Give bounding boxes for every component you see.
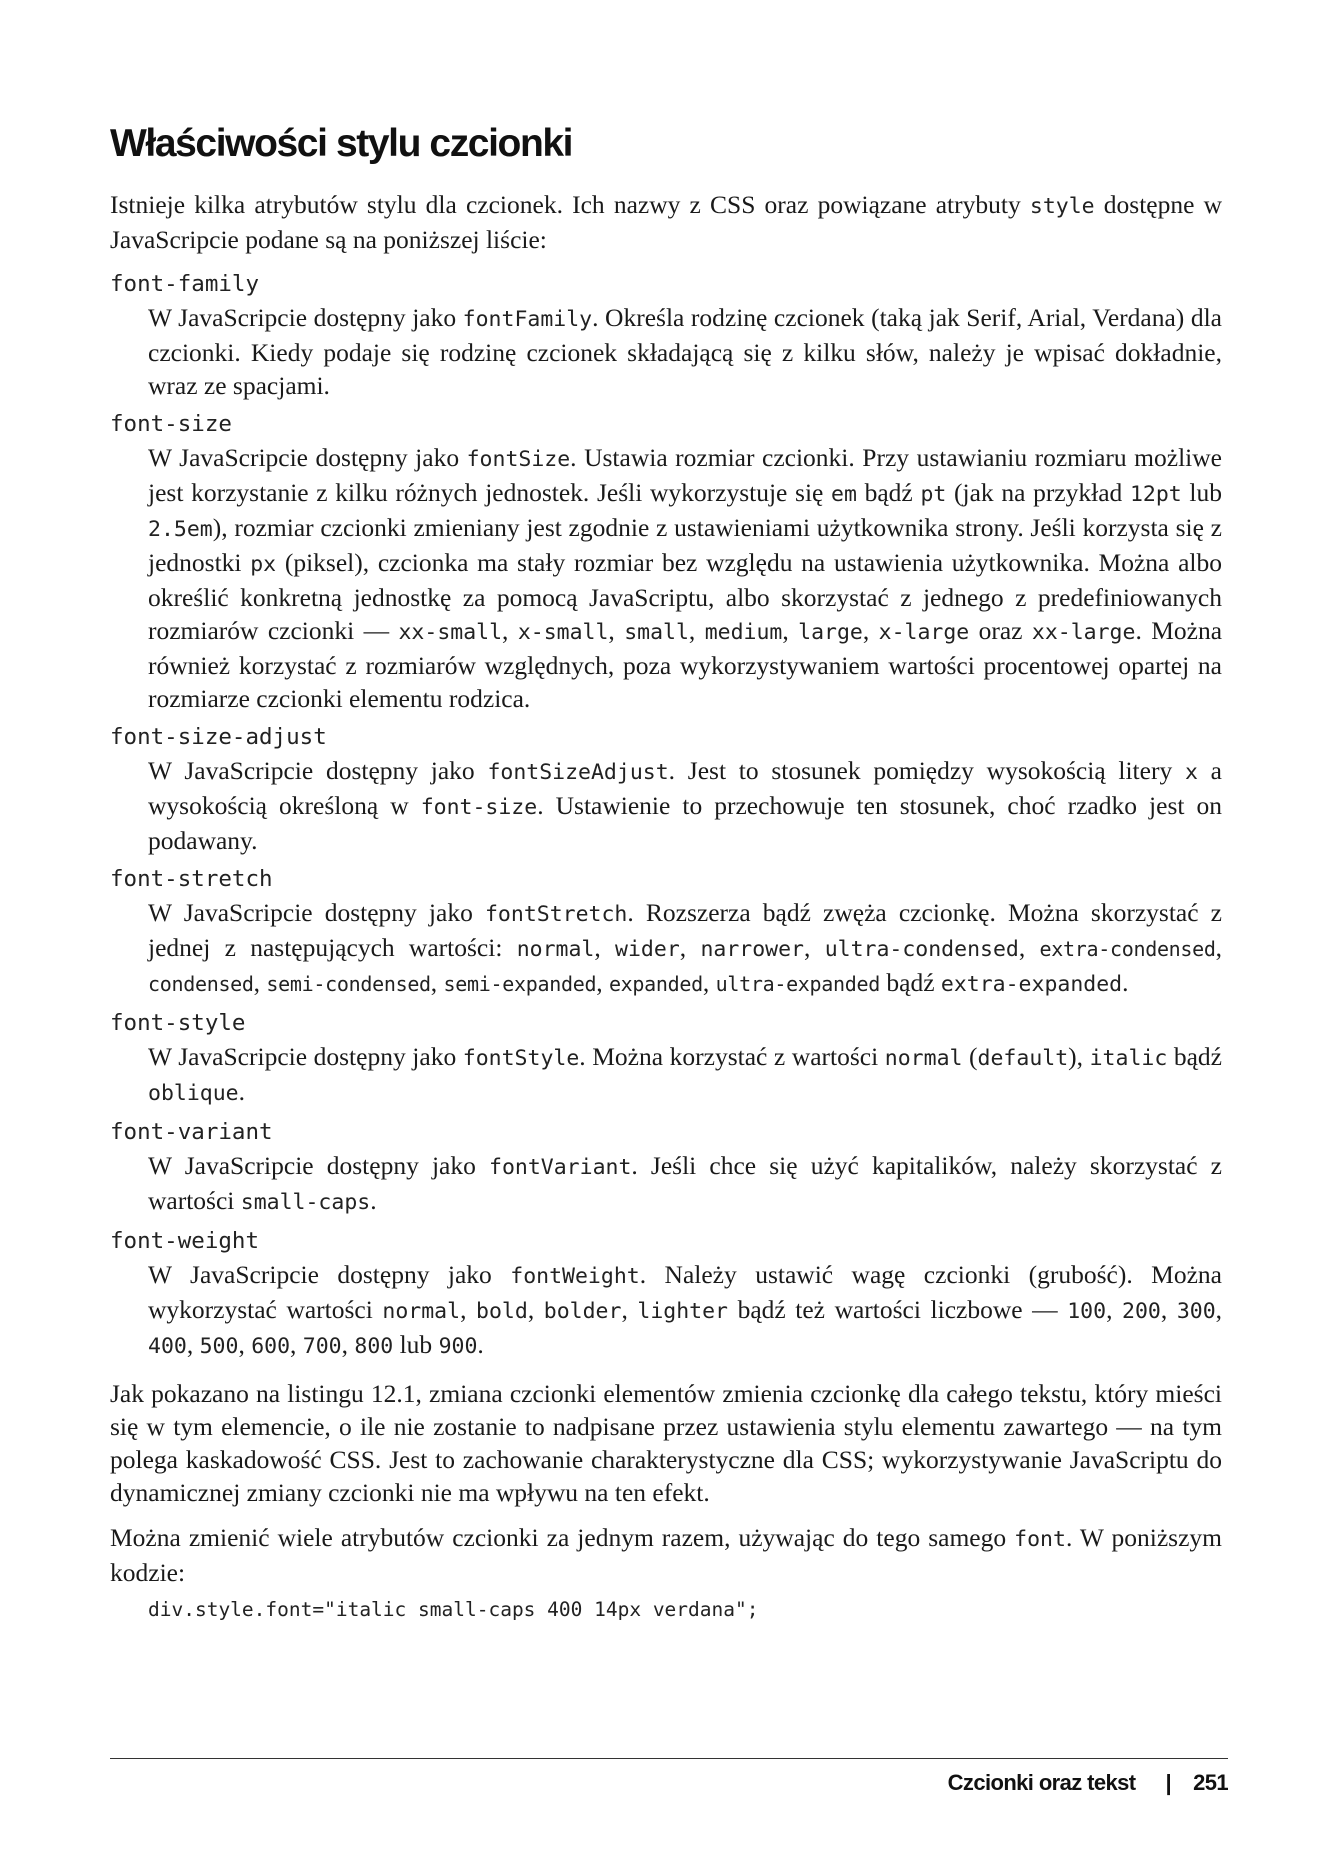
description-text: W JavaScripcie dostępny jako (148, 1260, 511, 1289)
definition-term: font-size (110, 411, 232, 437)
definition-term: font-stretch (110, 866, 273, 892)
inline-code: fontSize (466, 447, 571, 472)
description-text: (piksel), czcionka ma stały rozmiar bez względu na ustawienia użytkownika. Można albo określić konkretną jednostkę za pomocą JavaScriptu, albo skorzystać z jednego z predefiniowanych rozmiarów czcionki — (148, 548, 1222, 645)
inline-code: extra-condensed (1039, 937, 1216, 961)
inline-code: extra-expanded (940, 972, 1123, 997)
description-text: , (594, 933, 616, 962)
body-text (110, 188, 1222, 1625)
description-text: . Określa rodzinę czcionek (taką jak Serif, Arial, Verdana) dla czcionki. Kiedy podaje się rodzinę czcionek składającą się z kilku słów, należy je wpisać dokładnie, wraz ze spacjami. (148, 303, 1222, 400)
description-text: lub (1181, 478, 1222, 507)
description-text: , (1018, 933, 1040, 962)
description-text: ( (962, 1042, 978, 1071)
inline-code: ultra-expanded (715, 972, 880, 996)
description-text: , (460, 1295, 477, 1324)
description-text: . Można korzystać z wartości (579, 1042, 885, 1071)
description-text: W JavaScripcie dostępny jako (148, 303, 463, 332)
inline-code: small (624, 620, 689, 645)
description-text: . (477, 1330, 484, 1359)
inline-code: em (831, 482, 857, 507)
definition-term: font-size-adjust (110, 724, 327, 750)
inline-code: italic (1089, 1046, 1168, 1071)
definition-description (148, 1040, 1222, 1110)
inline-code: semi-condensed (266, 972, 431, 996)
description-text: bądź (856, 478, 921, 507)
shorthand-code: font (1014, 1527, 1066, 1552)
description-text: , (186, 1330, 200, 1359)
page-number: 251 (1193, 1770, 1228, 1795)
description-text: W JavaScripcie dostępny jako (148, 1151, 490, 1180)
footer-rule (110, 1758, 1228, 1759)
description-text: , (621, 1295, 638, 1324)
inline-code: 600 (251, 1334, 291, 1359)
inline-code: small-caps (240, 1190, 371, 1215)
description-text: , (290, 1330, 303, 1359)
inline-code: ultra-condensed (824, 937, 1019, 962)
description-text: . Można również korzystać z rozmiarów względnych, poza wykorzystywaniem wartości procentowej opartej na rozmiarze czcionki elementu rodzica. (148, 616, 1223, 713)
inline-code: 400 (148, 1334, 187, 1359)
description-text: , (527, 1295, 544, 1324)
description-text: W JavaScripcie dostępny jako (148, 1042, 463, 1071)
definition-term: font-variant (110, 1119, 273, 1145)
description-text: . (1122, 968, 1129, 997)
cascade-paragraph: Jak pokazano na listingu 12.1, zmiana czcionki elementów zmienia czcionkę dla całego tekstu, który mieści się w tym elemencie, o ile nie zostanie to nadpisane przez ustawienia stylu elementu zawartego — na tym polega kaskadowość CSS. Jest to zachowanie charakterystyczne dla CSS; wykorzystywanie JavaScriptu do dynamicznej zmiany czcionki nie ma wpływu na ten efekt. (110, 1379, 1222, 1507)
footer-section-title: Czcionki oraz tekst (947, 1770, 1136, 1795)
inline-code: medium (704, 620, 783, 645)
code-example: div.style.font="italic small-caps 400 14px verdana"; (148, 1598, 759, 1621)
inline-code: 12pt (1129, 482, 1182, 507)
description-text: . Jeśli chce się użyć kapitalików, należy skorzystać z wartości (148, 1151, 1222, 1215)
description-text: , (782, 616, 799, 645)
shorthand-text-2: . W poniższym kodzie: (110, 1523, 1222, 1587)
description-text: , (502, 616, 518, 645)
inline-code: bold (476, 1299, 528, 1324)
description-text: , (253, 968, 267, 997)
inline-code: 800 (354, 1334, 394, 1359)
inline-code: narrower (700, 937, 805, 962)
inline-code: 900 (438, 1334, 478, 1359)
inline-code: 300 (1176, 1299, 1216, 1324)
description-text: , (862, 616, 879, 645)
inline-code: px (250, 552, 277, 577)
description-text: , (702, 968, 716, 997)
inline-code: pt (920, 482, 947, 507)
description-text: W JavaScripcie dostępny jako (148, 443, 467, 472)
intro-text-2: dostępne w JavaScripcie podane są na poniższej liście: (110, 190, 1222, 254)
definition-description (148, 1149, 1222, 1219)
section-heading: Właściwości stylu czcionki (110, 122, 573, 165)
description-text: . Należy ustawić wagę czcionki (grubość). Można wykorzystać wartości (148, 1260, 1222, 1324)
inline-code: fontStretch (484, 902, 628, 927)
inline-code: x (1184, 760, 1198, 785)
inline-code: normal (516, 937, 595, 962)
description-text: W JavaScripcie dostępny jako (148, 756, 488, 785)
inline-code: fontVariant (489, 1155, 632, 1180)
description-text: . Ustawienie to przechowuje ten stosunek, choć rzadko jest on podawany. (148, 791, 1222, 855)
description-text: (jak na przykład (946, 478, 1130, 507)
inline-code: oblique (148, 1081, 239, 1106)
inline-code: 2.5em (148, 517, 213, 542)
page-footer (948, 1770, 1228, 1796)
description-text: . Jest to stosunek pomiędzy wysokością litery (668, 756, 1185, 785)
description-text: , (608, 616, 625, 645)
font-shorthand-paragraph (110, 1521, 1222, 1589)
inline-code: xx-large (1031, 620, 1136, 645)
description-text: . Ustawia rozmiar czcionki. Przy ustawianiu rozmiaru możliwe jest korzystanie z kilku różnych jednostek. Jeśli wykorzystuje się (148, 443, 1222, 507)
intro-paragraph (110, 188, 1222, 256)
description-text: W JavaScripcie dostępny jako (148, 898, 485, 927)
description-text: bądź też wartości liczbowe — (728, 1295, 1068, 1324)
definition-description (148, 301, 1222, 402)
description-text: oraz (969, 616, 1032, 645)
description-text: bądź (880, 968, 941, 997)
description-text: , (238, 1330, 252, 1359)
inline-code: fontWeight (510, 1264, 640, 1289)
intro-text-1: Istnieje kilka atrybutów stylu dla czcionek. Ich nazwy z CSS oraz powiązane atrybuty (110, 190, 1030, 219)
inline-code: xx-small (398, 620, 503, 645)
description-text: , (1215, 933, 1223, 962)
inline-code: normal (382, 1299, 461, 1324)
inline-code: 100 (1067, 1299, 1107, 1324)
definition-term: font-style (110, 1010, 246, 1036)
description-text: . Rozszerza bądź zwęża czcionkę. Można skorzystać z jednej z następujących wartości: (148, 898, 1223, 962)
inline-code: x-large (878, 620, 970, 645)
description-text: , (804, 933, 825, 962)
inline-code: fontStyle (462, 1046, 580, 1071)
description-text: ), rozmiar czcionki zmieniany jest zgodnie z ustawieniami użytkownika strony. Jeśli korzysta się z jednostki (148, 513, 1222, 577)
description-text: , (688, 616, 705, 645)
definition-list (110, 268, 1222, 1363)
inline-code: fontFamily (462, 307, 593, 332)
description-text: , (1106, 1295, 1123, 1324)
definition-description (148, 754, 1222, 857)
description-text: a wysokością określoną w (148, 756, 1222, 820)
inline-code: 500 (199, 1334, 239, 1359)
description-text: , (341, 1330, 355, 1359)
description-text: , (430, 968, 444, 997)
inline-code: x-small (517, 620, 609, 645)
inline-code: large (798, 620, 863, 645)
inline-code: fontSizeAdjust (487, 760, 669, 785)
inline-code: normal (884, 1046, 963, 1071)
inline-code: 700 (302, 1334, 342, 1359)
inline-code: wider (615, 937, 680, 962)
definition-description (148, 1258, 1222, 1363)
inline-code: semi-expanded (443, 972, 597, 996)
inline-code: default (977, 1046, 1069, 1071)
description-text: ), (1068, 1042, 1090, 1071)
inline-code: bolder (543, 1299, 622, 1324)
definition-description (148, 896, 1222, 1001)
description-text: , (679, 933, 701, 962)
description-text: . (238, 1077, 245, 1106)
definition-description (148, 441, 1222, 715)
description-text: , (1215, 1295, 1223, 1324)
description-text: . (370, 1186, 377, 1215)
description-text: , (596, 968, 609, 997)
description-text: lub (393, 1330, 439, 1359)
shorthand-text-1: Można zmienić wiele atrybutów czcionki za jednym razem, używając do tego samego (110, 1523, 1015, 1552)
inline-code: 200 (1122, 1299, 1161, 1324)
intro-code: style (1029, 194, 1095, 219)
definition-term: font-weight (110, 1228, 260, 1254)
description-text: bądź (1167, 1042, 1222, 1071)
definition-term: font-family (110, 271, 260, 297)
footer-separator: | (1165, 1770, 1172, 1795)
inline-code: font-size (420, 795, 538, 820)
inline-code: expanded (608, 972, 703, 996)
inline-code: condensed (148, 972, 254, 996)
description-text: , (1160, 1295, 1177, 1324)
inline-code: lighter (637, 1299, 728, 1324)
